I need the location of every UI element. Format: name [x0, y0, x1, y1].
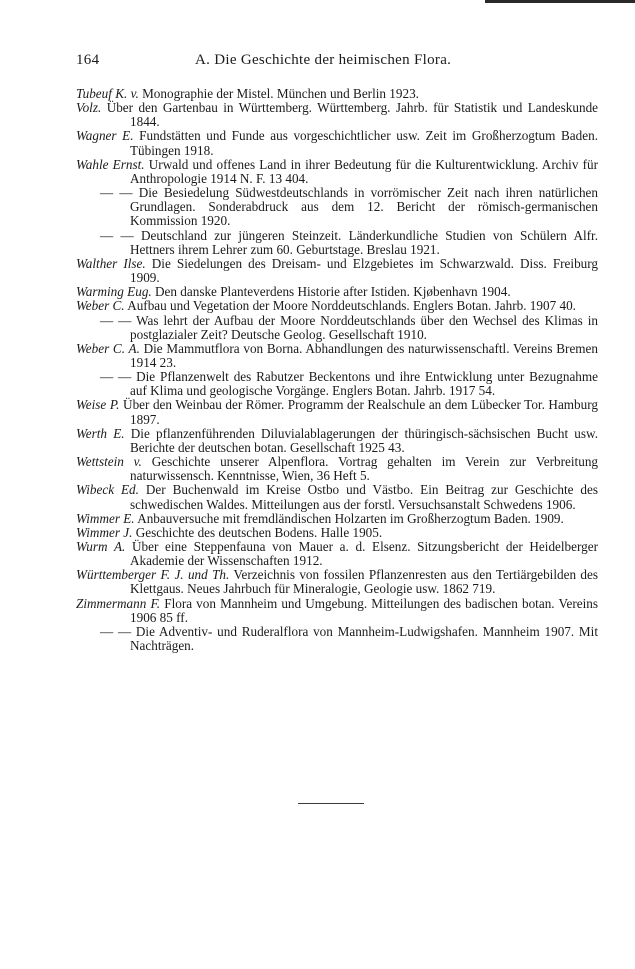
entry-text: Urwald und offenes Land in ihrer Bedeutung für die Kulturentwicklung. Archiv für Anthropologie 1914 N. F. 13 404. — [130, 156, 599, 186]
entry-author: Walther Ilse. — [76, 255, 146, 271]
bibliography-entry — [76, 314, 598, 342]
bibliography-entry — [76, 625, 598, 653]
entry-author: Wibeck Ed. — [76, 482, 139, 498]
bibliography-entry — [76, 455, 598, 483]
entry-text: Flora von Mannheim und Umgebung. Mitteilungen des badischen botan. Vereins 1906 85 ff. — [130, 595, 599, 625]
bibliography-entry — [76, 540, 598, 568]
entry-text: Über eine Steppenfauna von Mauer a. d. Elsenz. Sitzungsbericht der Heidelberger Akademie der Wissenschaften 1912. — [130, 539, 598, 569]
entry-text: Über den Weinbau der Römer. Programm der Realschule an dem Lübecker Tor. Hamburg 1897. — [123, 397, 598, 427]
bibliography-entry — [76, 158, 598, 186]
entry-author: Wagner E. — [76, 128, 134, 144]
entry-text: Anbauversuche mit fremdländischen Holzarten im Großherzogtum Baden. 1909. — [137, 510, 564, 526]
entry-author: Weber C. — [76, 298, 125, 314]
entry-text: Die Mammutflora von Borna. Abhandlungen des naturwissenschaftl. Vereins Bremen 1914 23. — [130, 340, 599, 370]
bibliography-entry — [76, 229, 598, 257]
entry-author: Weise P. — [76, 397, 120, 413]
bibliography-entry — [76, 299, 598, 313]
bibliography-entry — [76, 129, 598, 157]
bibliography-entry — [76, 398, 598, 426]
entry-text: Die Pflanzenwelt des Rabutzer Beckentons und ihre Entwicklung unter Bezugnahme auf Klima und geologische Vorgänge. Englers Botan. Jahrb. 1917 54. — [130, 369, 599, 399]
entry-ditto: — — — [100, 312, 132, 328]
entry-author: Württemberger F. J. und Th. — [76, 567, 230, 583]
end-rule — [298, 803, 364, 804]
entry-text: Was lehrt der Aufbau der Moore Norddeutschlands über den Wechsel des Klimas in postglazialer Zeit? Deutsche Geolog. Gesellschaft 1910. — [130, 312, 598, 342]
entry-text: Den danske Planteverdens Historie after Istiden. Kjøbenhavn 1904. — [155, 284, 511, 300]
entry-text: Geschichte unserer Alpenflora. Vortrag gehalten im Verein zur Verbreitung naturwissensch. Kenntnisse, Wien, 36 Heft 5. — [130, 454, 599, 484]
entry-author: Wimmer J. — [76, 524, 133, 540]
bibliography-entry — [76, 427, 598, 455]
page-number: 164 — [76, 52, 100, 68]
entry-text: Die Siedelungen des Dreisam- und Elzgebietes im Schwarzwald. Diss. Freiburg 1909. — [130, 255, 598, 286]
entry-author: Wahle Ernst. — [76, 156, 145, 172]
entry-text: Verzeichnis von fossilen Pflanzenresten aus den Tertiärgebilden des Klettgaus. Neues Jahrbuch für Mineralogie, Geologie usw. 1862 719. — [130, 567, 598, 597]
entry-ditto: — — — [100, 369, 132, 385]
bibliography-entry — [76, 568, 598, 596]
bibliography-entry — [76, 101, 598, 129]
entry-text: Die pflanzenführenden Diluvialablagerungen der thüringisch-sächsischen Bucht usw. Berichte der deutschen botan. Gesellschaft 1925 43. — [130, 425, 598, 455]
entry-author: Wettstein v. — [76, 454, 142, 470]
entry-author: Wurm A. — [76, 539, 126, 554]
entry-text: Geschichte des deutschen Bodens. Halle 1905. — [135, 524, 383, 540]
entry-author: Weber C. A. — [76, 340, 140, 356]
bibliography-entry — [76, 342, 598, 370]
entry-author: Tubeuf K. v. — [76, 86, 139, 101]
bibliography-list — [76, 87, 598, 653]
running-title: A. Die Geschichte der heimischen Flora. — [195, 52, 452, 68]
bibliography-entry — [76, 285, 598, 299]
bibliography-entry — [76, 526, 598, 540]
scan-edge-line — [485, 0, 635, 3]
bibliography-entry — [76, 597, 598, 625]
bibliography-entry — [76, 512, 598, 526]
bibliography-entry — [76, 186, 598, 228]
entry-text: Fundstätten und Funde aus vorgeschichtlicher usw. Zeit im Großherzogtum Baden. Tübingen 1918. — [130, 128, 598, 158]
bibliography-entry — [76, 370, 598, 398]
entry-author: Zimmermann F. — [76, 595, 161, 611]
entry-ditto: — — — [100, 623, 132, 639]
bibliography-entry — [76, 87, 598, 101]
entry-text: Die Adventiv- und Ruderalflora von Mannheim-Ludwigshafen. Mannheim 1907. Mit Nachträgen. — [130, 623, 598, 654]
entry-author: Wimmer E. — [76, 510, 135, 526]
bibliography-entry — [76, 483, 598, 511]
entry-text: Die Besiedelung Südwestdeutschlands in vorrömischer Zeit nach ihren natürlichen Grundlagen. Sonderabdruck aus dem 12. Bericht der römisch-germanischen Kommission 1920. — [130, 185, 599, 229]
entry-text: Monographie der Mistel. München und Berlin 1923. — [142, 86, 419, 101]
entry-author: Volz. — [76, 100, 102, 116]
bibliography-entry — [76, 257, 598, 285]
entry-text: Über den Gartenbau in Württemberg. Württemberg. Jahrb. für Statistik und Landeskunde 1844. — [106, 100, 599, 130]
entry-text: Der Buchenwald im Kreise Ostbo und Västbo. Ein Beitrag zur Geschichte des schwedischen Waldes. Mitteilungen aus der forstl. Versuchsanstalt Schwedens 1906. — [130, 482, 598, 512]
entry-text: Deutschland zur jüngeren Steinzeit. Länderkundliche Studien von Schülern Alfr. Hettners ihrem Lehrer zum 60. Geburtstage. Breslau 1921. — [130, 227, 599, 257]
entry-author: Werth E. — [76, 425, 125, 441]
entry-author: Warming Eug. — [76, 284, 152, 300]
entry-ditto: — — — [100, 227, 134, 243]
entry-text: Aufbau und Vegetation der Moore Norddeutschlands. Englers Botan. Jahrb. 1907 40. — [127, 298, 576, 314]
entry-ditto: — — — [100, 185, 133, 201]
